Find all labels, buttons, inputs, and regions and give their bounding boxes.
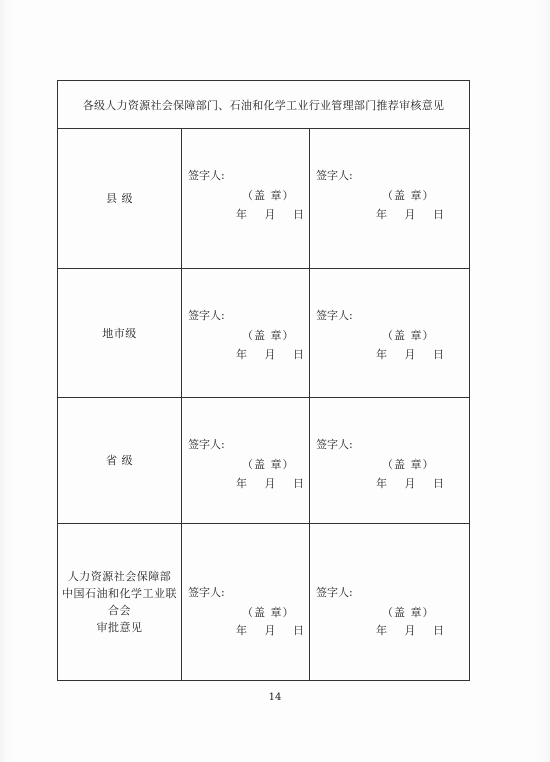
level-cell-province [58, 398, 182, 524]
signature-block[interactable] [310, 524, 470, 681]
signature-block[interactable] [182, 269, 310, 398]
date-label: 年 月 日 [236, 208, 304, 221]
signer-label: 签字人: [188, 438, 225, 451]
date-label: 年 月 日 [376, 348, 444, 361]
signature-block[interactable] [310, 398, 470, 524]
level-cell-prefecture [58, 269, 182, 398]
date-label: 年 月 日 [376, 477, 444, 490]
signature-block[interactable] [182, 398, 310, 524]
level-label: 审批意见 [96, 621, 143, 634]
date-label: 年 月 日 [376, 208, 444, 221]
level-cell-county [58, 129, 182, 269]
seal-label: （盖 章） [242, 458, 295, 471]
seal-label: （盖 章） [242, 329, 295, 342]
recommendation-review-form [57, 80, 470, 681]
form-title: 各级人力资源社会保障部门、石油和化学工业行业管理部门推荐审核意见 [58, 81, 470, 129]
seal-label: （盖 章） [382, 458, 435, 471]
signer-label: 签字人: [188, 309, 225, 322]
signer-label: 签字人: [316, 169, 353, 182]
date-label: 年 月 日 [236, 348, 304, 361]
signer-label: 签字人: [188, 586, 225, 599]
signer-label: 签字人: [316, 309, 353, 322]
level-label: 县 级 [106, 192, 133, 205]
level-label: 人力资源社会保障部 [67, 570, 172, 583]
seal-label: （盖 章） [242, 606, 295, 619]
signature-block[interactable] [310, 129, 470, 269]
signature-block[interactable] [310, 269, 470, 398]
level-label: 省 级 [106, 454, 133, 467]
level-cell-national [58, 524, 182, 681]
table-row [58, 524, 470, 681]
date-label: 年 月 日 [236, 477, 304, 490]
level-label: 地市级 [102, 326, 137, 340]
seal-label: （盖 章） [382, 606, 435, 619]
signer-label: 签字人: [316, 586, 353, 599]
signature-block[interactable] [182, 129, 310, 269]
page-number: 14 [268, 692, 282, 703]
level-label: 中国石油和化学工业联合会 [62, 587, 177, 617]
table-row [58, 129, 470, 269]
table-row [58, 398, 470, 524]
signer-label: 签字人: [188, 169, 225, 182]
signer-label: 签字人: [316, 438, 353, 451]
seal-label: （盖 章） [382, 189, 435, 202]
date-label: 年 月 日 [376, 624, 444, 637]
seal-label: （盖 章） [242, 189, 295, 202]
date-label: 年 月 日 [236, 624, 304, 637]
signature-block[interactable] [182, 524, 310, 681]
seal-label: （盖 章） [382, 329, 435, 342]
table-row [58, 269, 470, 398]
